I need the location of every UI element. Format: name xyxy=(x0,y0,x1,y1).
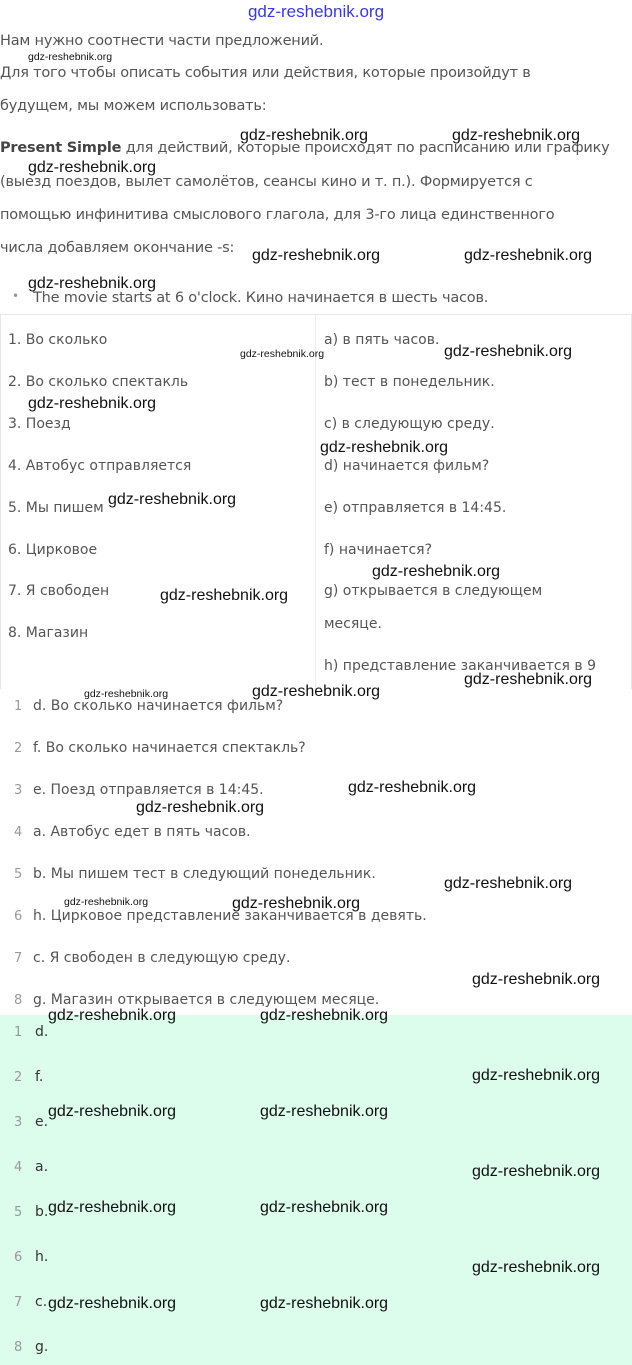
answer-item: c. xyxy=(35,1294,48,1310)
watermark: gdz-reshebnik.org xyxy=(28,395,157,412)
answer-item: d. xyxy=(35,1024,49,1040)
right-cell: h) представление заканчивается в 9 xyxy=(324,658,597,674)
right-cell: c) в следующую среду. xyxy=(324,416,495,432)
answer-number: 4 xyxy=(14,1160,23,1175)
watermark: gdz-reshebnik.org xyxy=(472,1163,601,1180)
watermark: gdz-reshebnik.org xyxy=(48,1199,177,1216)
left-cell: 3. Поезд xyxy=(8,416,71,432)
right-cell: d) начинается фильм? xyxy=(324,458,490,474)
list-item: c. Я свободен в следующую среду. xyxy=(33,950,291,966)
answer-item: f. xyxy=(35,1069,44,1085)
watermark: gdz-reshebnik.org xyxy=(252,247,381,264)
right-cell: a) в пять часов. xyxy=(324,332,440,348)
rule-line: числа добавляем окончание -s: xyxy=(0,240,235,256)
list-item: g. Магазин открывается в следующем месяце. xyxy=(33,992,380,1008)
watermark: gdz-reshebnik.org xyxy=(160,587,289,604)
list-number: 3 xyxy=(14,783,23,798)
watermark: gdz-reshebnik.org xyxy=(372,563,501,580)
watermark: gdz-reshebnik.org xyxy=(452,127,581,144)
rule-text: для действий, которые происходят по расписанию или графику xyxy=(121,140,610,156)
answer-item: h. xyxy=(35,1249,49,1265)
list-number: 5 xyxy=(14,867,23,882)
watermark: gdz-reshebnik.org xyxy=(108,491,237,508)
left-cell: 1. Во сколько xyxy=(8,332,108,348)
watermark: gdz-reshebnik.org xyxy=(136,799,265,816)
watermark: gdz-reshebnik.org xyxy=(348,779,477,796)
list-item: f. Во сколько начинается спектакль? xyxy=(33,740,306,756)
watermark: gdz-reshebnik.org xyxy=(464,247,593,264)
watermark: gdz-reshebnik.org xyxy=(472,1067,601,1084)
answer-number: 8 xyxy=(14,1340,23,1355)
watermark: gdz-reshebnik.org xyxy=(260,1007,389,1024)
watermark: gdz-reshebnik.org xyxy=(84,688,169,700)
list-number: 1 xyxy=(14,699,23,714)
right-cell: b) тест в понедельник. xyxy=(324,374,495,390)
list-item: h. Цирковое представление заканчивается в девять. xyxy=(33,908,427,924)
watermark: gdz-reshebnik.org xyxy=(260,1103,389,1120)
watermark: gdz-reshebnik.org xyxy=(472,971,601,988)
answer-number: 1 xyxy=(14,1025,23,1040)
watermark: gdz-reshebnik.org xyxy=(48,1103,177,1120)
intro-line: Для того чтобы описать события или действия, которые произойдут в xyxy=(0,65,531,81)
list-item: a. Автобус едет в пять часов. xyxy=(33,824,251,840)
watermark: gdz-reshebnik.org xyxy=(260,1295,389,1312)
watermark: gdz-reshebnik.org xyxy=(64,896,149,908)
list-item: d. Во сколько начинается фильм? xyxy=(33,698,284,714)
left-cell: 6. Цирковое xyxy=(8,542,98,558)
right-cell: e) отправляется в 14:45. xyxy=(324,500,507,516)
rule-line: (выезд поездов, вылет самолётов, сеансы кино и т. п.). Формируется с xyxy=(0,174,533,190)
list-number: 6 xyxy=(14,909,23,924)
intro-line: будущем, мы можем использовать: xyxy=(0,98,267,114)
left-cell: 4. Автобус отправляется xyxy=(8,458,192,474)
right-cell: f) начинается? xyxy=(324,542,432,558)
example-sentence: The movie starts at 6 o'clock. Кино начинается в шесть часов. xyxy=(33,290,489,306)
answer-number: 6 xyxy=(14,1250,23,1265)
watermark: gdz-reshebnik.org xyxy=(464,671,593,688)
watermark: gdz-reshebnik.org xyxy=(444,875,573,892)
watermark: gdz-reshebnik.org xyxy=(48,1295,177,1312)
left-cell: 8. Магазин xyxy=(8,625,89,641)
list-number: 2 xyxy=(14,741,23,756)
list-number: 8 xyxy=(14,993,23,1008)
watermark: gdz-reshebnik.org xyxy=(252,683,381,700)
right-cell: месяце. xyxy=(324,616,382,632)
column-divider xyxy=(315,315,316,689)
watermark: gdz-reshebnik.org xyxy=(232,895,361,912)
left-cell: 7. Я свободен xyxy=(8,583,110,599)
answer-item: b. xyxy=(35,1204,49,1220)
answer-number: 5 xyxy=(14,1205,23,1220)
watermark: gdz-reshebnik.org xyxy=(472,1259,601,1276)
watermark: gdz-reshebnik.org xyxy=(320,439,449,456)
site-title-link[interactable]: gdz-reshebnik.org xyxy=(247,2,385,21)
answer-item: e. xyxy=(35,1114,49,1130)
watermark: gdz-reshebnik.org xyxy=(48,1007,177,1024)
matching-table xyxy=(0,314,632,689)
right-cell: g) открывается в следующем xyxy=(324,583,543,599)
answer-item: a. xyxy=(35,1159,49,1175)
watermark: gdz-reshebnik.org xyxy=(28,159,157,176)
watermark: gdz-reshebnik.org xyxy=(240,348,325,360)
left-cell: 5. Мы пишем xyxy=(8,500,104,516)
answer-number: 2 xyxy=(14,1070,23,1085)
watermark: gdz-reshebnik.org xyxy=(28,51,113,63)
watermark: gdz-reshebnik.org xyxy=(240,127,369,144)
list-number: 4 xyxy=(14,825,23,840)
answer-number: 7 xyxy=(14,1295,23,1310)
watermark: gdz-reshebnik.org xyxy=(260,1199,389,1216)
bullet-icon: • xyxy=(12,289,20,303)
list-item: b. Мы пишем тест в следующий понедельник. xyxy=(33,866,376,882)
rule-line: помощью инфинитива смыслового глагола, для 3-го лица единственного xyxy=(0,207,555,223)
watermark: gdz-reshebnik.org xyxy=(444,343,573,360)
intro-line: Нам нужно соотнести части предложений. xyxy=(0,33,324,49)
rule-term: Present Simple xyxy=(0,140,122,156)
answer-item: g. xyxy=(35,1339,49,1355)
list-number: 7 xyxy=(14,951,23,966)
answer-number: 3 xyxy=(14,1115,23,1130)
watermark: gdz-reshebnik.org xyxy=(28,275,157,292)
list-item: e. Поезд отправляется в 14:45. xyxy=(33,782,264,798)
left-cell: 2. Во сколько спектакль xyxy=(8,374,189,390)
